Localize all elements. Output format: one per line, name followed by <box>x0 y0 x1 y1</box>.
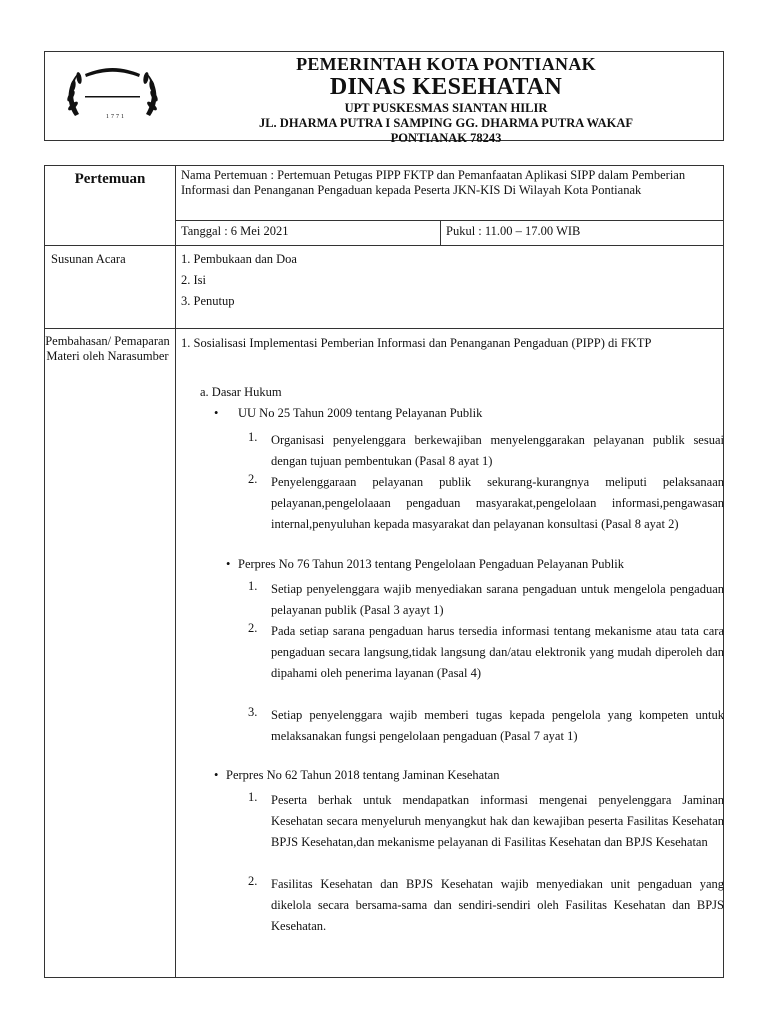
sub-heading-dasar-hukum: a. Dasar Hukum <box>200 385 282 399</box>
law-3-title: Perpres No 62 Tahun 2018 tentang Jaminan Kesehatan <box>226 768 500 782</box>
label-susunan-acara: Susunan Acara <box>51 252 126 266</box>
logo-year: 1771 <box>106 114 126 120</box>
law-2-title: Perpres No 76 Tahun 2013 tentang Pengelolaan Pengaduan Pelayanan Publik <box>238 557 624 571</box>
list-number: 1. <box>248 790 258 804</box>
agenda-item-3: 3. Penutup <box>181 294 235 308</box>
label-pembahasan: Pembahasan/ Pemaparan Materi oleh Narasumber <box>45 334 170 363</box>
label-pertemuan: Pertemuan <box>74 171 146 187</box>
bullet-icon: • <box>226 557 231 571</box>
letterhead <box>44 51 724 145</box>
dept-title: DINAS KESEHATAN <box>329 74 563 100</box>
list-number: 1. <box>248 579 258 593</box>
meeting-date: Tanggal : 6 Mei 2021 <box>181 224 289 238</box>
list-number: 2. <box>248 874 258 888</box>
wreath-logo-icon <box>55 58 170 136</box>
meeting-name: Nama Pertemuan : Pertemuan Petugas PIPP FKTP dan Pemanfaatan Aplikasi SIPP dalam Pemberian Informasi dan Penanganan Pengaduan kepada Peserta JKN-KIS Di Wilayah Kota Pontianak <box>181 168 686 197</box>
law-3-point-2: Fasilitas Kesehatan dan BPJS Kesehatan wajib menyediakan unit pengaduan yang dikelola secara bersama-sama dan sendiri-sendiri oleh Fasilitas Kesehatan dan BPJS Kesehatan. <box>271 877 724 933</box>
law-1-point-1: Organisasi penyelenggara berkewajiban menyelenggarakan pelayanan publik sesuai dengan tujuan pembentukan (Pasal 8 ayat 1) <box>271 433 724 468</box>
bullet-icon: • <box>214 406 219 420</box>
meeting-time: Pukul : 11.00 – 17.00 WIB <box>446 224 581 238</box>
list-number: 2. <box>248 472 258 486</box>
law-2-point-3: Setiap penyelenggara wajib memberi tugas kepada pengelola yang kompeten untuk melaksanakan fungsi pengelolaan pengaduan (Pasal 7 ayat 1) <box>271 708 724 743</box>
discussion-intro: 1. Sosialisasi Implementasi Pemberian Informasi dan Penanganan Pengaduan (PIPP) di FKTP <box>181 336 652 350</box>
list-number: 2. <box>248 621 258 635</box>
law-1-point-2: Penyelenggaraan pelayanan publik sekurang-kurangnya meliputi pelaksanaan pelayanan,pengelolaaan pengaduan masyarakat,pengelolaan informasi,pengawasan internal,penyuluhan kepada masyarakat dan pelayanan konsultasi (Pasal 8 ayat 2) <box>271 475 724 531</box>
law-1-title: UU No 25 Tahun 2009 tentang Pelayanan Publik <box>238 406 483 420</box>
agenda-item-2: 2. Isi <box>181 273 206 287</box>
law-2-point-1: Setiap penyelenggara wajib menyediakan sarana pengaduan untuk mengelola pengaduan pelayanan publik (Pasal 3 ayayt 1) <box>271 582 724 617</box>
agenda-item-1: 1. Pembukaan dan Doa <box>181 252 297 266</box>
unit-name: UPT PUSKESMAS SIANTAN HILIR <box>344 101 548 115</box>
city-line: PONTIANAK 78243 <box>390 131 502 145</box>
address-line: JL. DHARMA PUTRA I SAMPING GG. DHARMA PUTRA WAKAF <box>258 116 634 130</box>
letterhead-text <box>175 52 717 146</box>
law-2-point-2: Pada setiap sarana pengaduan harus tersedia informasi tentang mekanisme atau tata cara pengaduan secara langsung,tidak langsung dan/atau elektronik yang mudah diperoleh dan dipahami oleh penerima layanan (Pasal 4) <box>271 624 724 680</box>
gov-title: PEMERINTAH KOTA PONTIANAK <box>296 54 596 74</box>
list-number: 3. <box>248 705 258 719</box>
list-number: 1. <box>248 430 258 444</box>
bullet-icon: • <box>214 768 219 782</box>
law-3-point-1: Peserta berhak untuk mendapatkan informasi mengenai penyelenggara Jaminan Kesehatan secara menyeluruh menyangkut hak dan kewajiban peserta Fasilitas Kesehatan BPJS Kesehatan,dan mekanisme pelayanan di Fasilitas Kesehatan dan BPJS Kesehatan <box>271 793 724 849</box>
